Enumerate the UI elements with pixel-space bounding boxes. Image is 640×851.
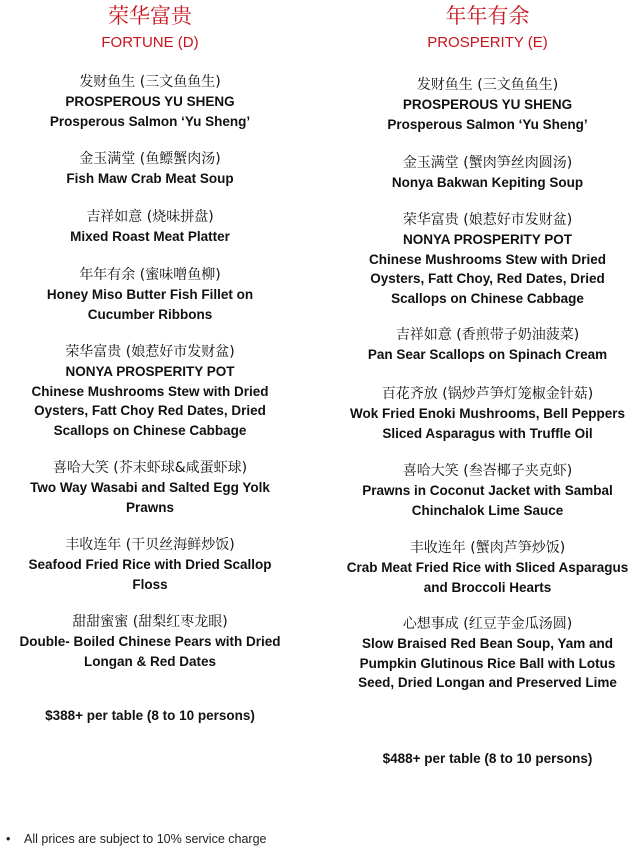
dish-name-english: Sliced Asparagus with Truffle Oil — [382, 425, 593, 441]
dish-name-chinese: 吉祥如意 (香煎带子奶油菠菜) — [395, 327, 580, 343]
dish-item — [335, 461, 640, 520]
dish-name-english: and Broccoli Hearts — [423, 579, 552, 595]
dish-item — [0, 72, 300, 131]
dish-name-chinese: 丰收连年 (蟹肉芦笋炒饭) — [409, 540, 566, 556]
dish-name-chinese: 百花齐放 (锅炒芦笋灯笼椒金针菇) — [381, 386, 594, 402]
dish-name-english: Fish Maw Crab Meat Soup — [66, 171, 234, 186]
dish-item — [335, 614, 640, 693]
menu-fortune — [0, 0, 300, 723]
dish-name-chinese: 喜哈大笑 (叁峇椰子夹克虾) — [402, 463, 573, 479]
dish-name-english: PROSPEROUS YU SHENG — [402, 97, 573, 112]
dish-name-english: Scallops on Chinese Cabbage — [53, 422, 247, 438]
dish-name-english: Nonya Bakwan Kepiting Soup — [391, 175, 584, 190]
dish-item — [0, 342, 300, 440]
menu-title-english: PROSPERITY (E) — [427, 34, 548, 51]
dish-name-chinese: 丰收连年 (干贝丝海鲜炒饭) — [65, 537, 235, 553]
dish-item — [0, 458, 300, 517]
dish-item — [335, 384, 640, 443]
dish-name-chinese: 发财鱼生 (三文鱼鱼生) — [79, 74, 221, 90]
dish-name-chinese: 心想事成 (红豆芋金瓜汤圆) — [402, 616, 573, 632]
dish-name-chinese: 甜甜蜜蜜 (甜梨红枣龙眼) — [72, 614, 228, 630]
dish-name-chinese: 喜哈大笑 (芥末虾球&咸蛋虾球) — [52, 460, 248, 476]
dish-name-english: Pumpkin Glutinous Rice Ball with Lotus — [359, 655, 616, 671]
dish-item — [0, 612, 300, 671]
dish-name-english: NONYA PROSPERITY POT — [65, 364, 235, 379]
dish-name-chinese: 年年有余 (蜜味噌鱼柳) — [79, 267, 221, 283]
dish-name-english: Chinese Mushrooms Stew with Dried — [368, 251, 607, 267]
dish-name-english: Prosperous Salmon ‘Yu Sheng’ — [387, 116, 588, 132]
dish-item — [335, 210, 640, 308]
dish-name-english: Two Way Wasabi and Salted Egg Yolk — [30, 480, 270, 495]
dish-item — [0, 535, 300, 594]
menu-title-chinese: 荣华富贵 — [108, 4, 192, 28]
dish-name-english: Honey Miso Butter Fish Fillet on — [46, 287, 254, 302]
service-charge-note — [6, 832, 266, 846]
dish-name-chinese: 荣华富贵 (娘惹好市发财盆) — [65, 344, 235, 360]
menu-title-chinese: 年年有余 — [445, 4, 530, 28]
price-line: $488+ per table (8 to 10 persons) — [382, 751, 593, 766]
dish-name-chinese: 发财鱼生 (三文鱼鱼生) — [416, 77, 559, 93]
dish-name-english: Chinchalok Lime Sauce — [411, 502, 564, 518]
menu-prosperity — [335, 0, 640, 766]
dish-name-english: Chinese Mushrooms Stew with Dried — [31, 383, 269, 399]
dish-name-english: Double- Boiled Chinese Pears with Dried — [19, 634, 281, 649]
dish-item — [335, 325, 640, 365]
dish-name-english: Floss — [132, 576, 168, 592]
menu-title-english: FORTUNE (D) — [101, 34, 199, 51]
dish-name-english: Pan Sear Scallops on Spinach Cream — [367, 347, 608, 362]
dish-name-english: Prawns — [125, 499, 175, 515]
dish-name-english: Crab Meat Fried Rice with Sliced Asparagus — [346, 560, 629, 575]
bullet-icon: • — [6, 832, 11, 846]
dish-name-english: Seed, Dried Longan and Preserved Lime — [358, 675, 617, 690]
dish-name-english: Mixed Roast Meat Platter — [70, 229, 230, 244]
dish-name-chinese: 金玉满堂 (鱼鳔蟹肉汤) — [79, 151, 221, 167]
dish-name-english: Cucumber Ribbons — [87, 306, 213, 322]
price-line: $388+ per table (8 to 10 persons) — [45, 708, 255, 723]
dish-name-english: Prawns in Coconut Jacket with Sambal — [362, 483, 613, 498]
dish-name-chinese: 荣华富贵 (娘惹好市发财盆) — [402, 212, 573, 228]
dish-item — [0, 265, 300, 324]
dish-name-english: Oysters, Fatt Choy Red Dates, Dried — [34, 403, 266, 418]
dish-item — [0, 207, 300, 247]
dish-name-english: Seafood Fried Rice with Dried Scallop — [28, 557, 272, 572]
dish-item — [335, 153, 640, 193]
dish-name-english: Prosperous Salmon ‘Yu Sheng’ — [49, 113, 251, 129]
dish-item — [335, 75, 640, 134]
dish-name-english: Slow Braised Red Bean Soup, Yam and — [361, 636, 614, 651]
dish-name-english: Wok Fried Enoki Mushrooms, Bell Peppers — [349, 406, 626, 421]
dish-item — [335, 538, 640, 597]
dish-name-chinese: 吉祥如意 (烧味拼盘) — [86, 209, 214, 225]
dish-item — [0, 149, 300, 189]
dish-name-english: Longan & Red Dates — [83, 653, 216, 669]
service-charge-text: All prices are subject to 10% service charge — [24, 832, 267, 846]
dish-name-chinese: 金玉满堂 (蟹肉笋丝肉圆汤) — [402, 155, 573, 171]
dish-name-english: PROSPEROUS YU SHENG — [65, 94, 235, 109]
dish-name-english: Oysters, Fatt Choy, Red Dates, Dried — [370, 271, 605, 286]
dish-name-english: NONYA PROSPERITY POT — [402, 232, 573, 247]
dish-name-english: Scallops on Chinese Cabbage — [391, 290, 584, 306]
